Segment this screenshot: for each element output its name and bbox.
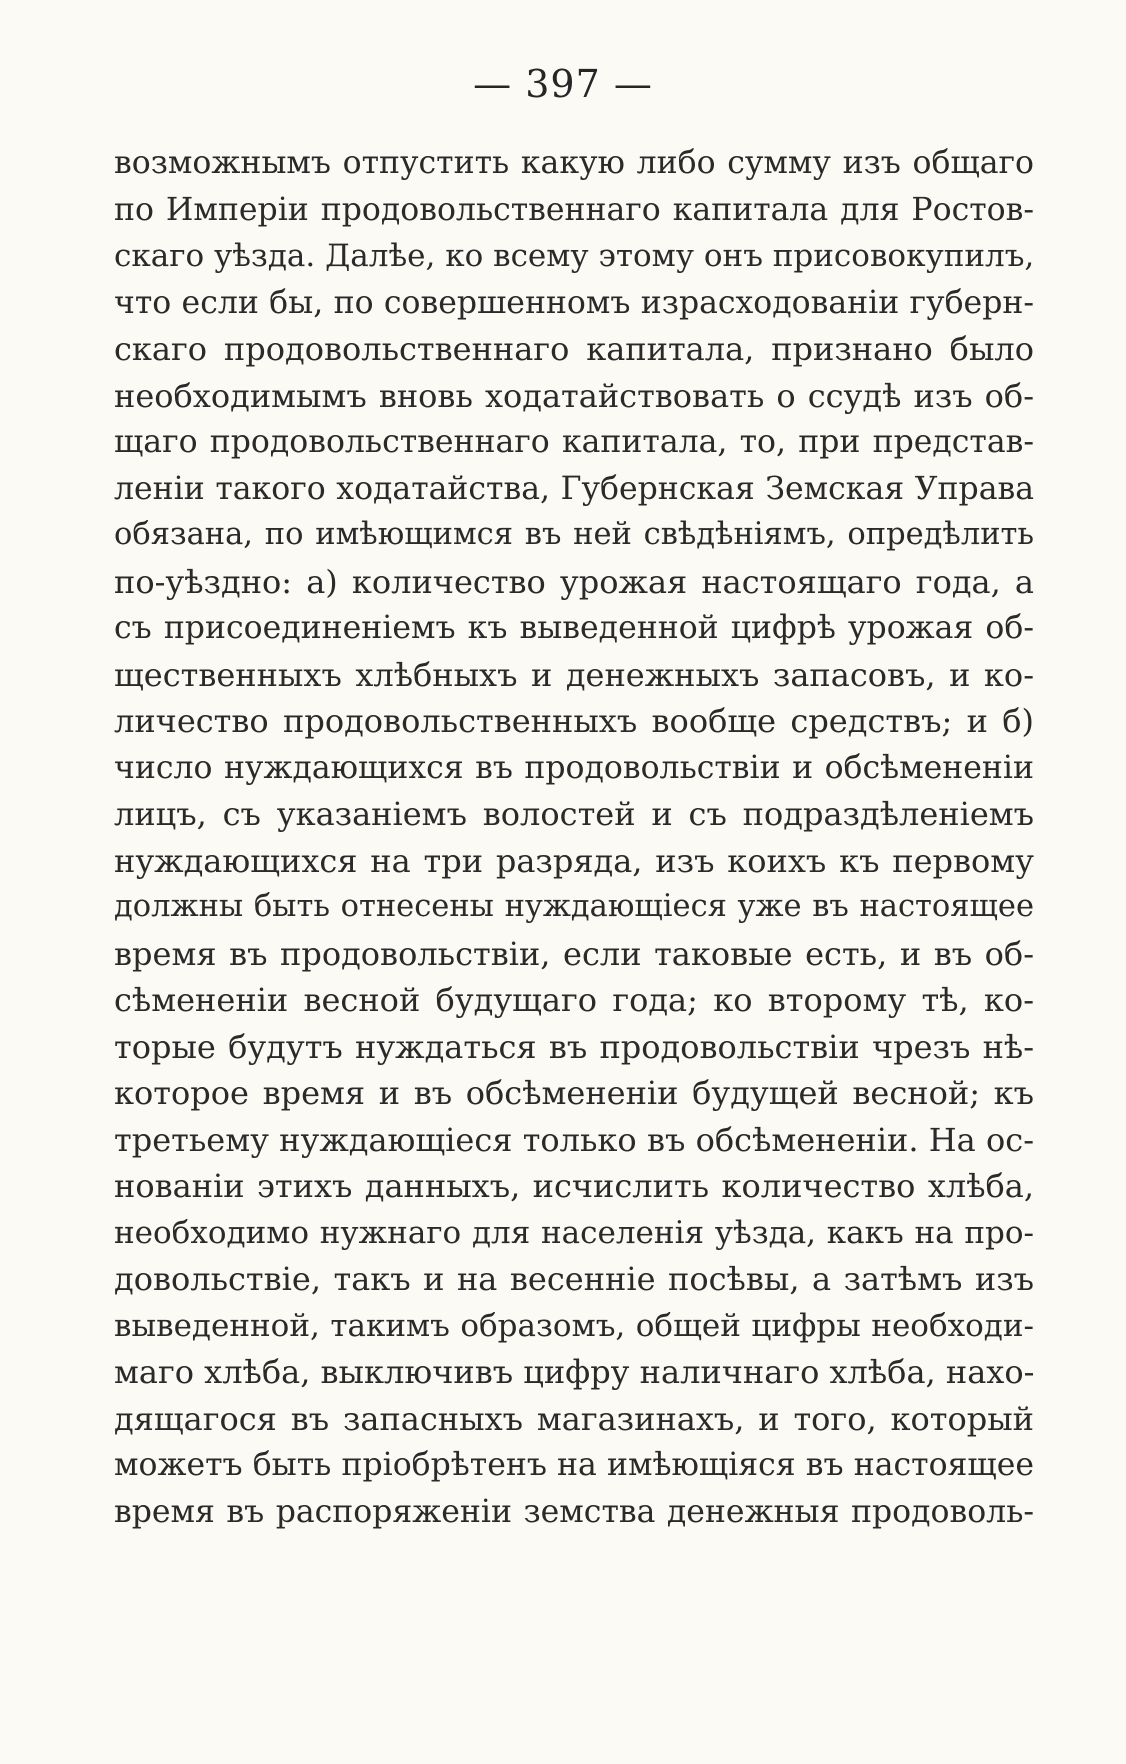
text-line: возможнымъ отпустить какую либо сумму изъ общаго bbox=[114, 145, 1034, 181]
text-line: сѣмененіи весной будущаго года; ко второму тѣ, ко- bbox=[114, 981, 1034, 1019]
text-line: довольствіе, такъ и на весенніе посѣвы, а затѣмъ изъ bbox=[114, 1260, 1034, 1298]
text-line: время въ распоряженіи земства денежныя продоволь- bbox=[114, 1493, 1034, 1530]
text-line: по Имперіи продовольственнаго капитала для Ростов- bbox=[114, 191, 1034, 228]
text-line: третьему нуждающіеся только въ обсѣмененіи. На ос- bbox=[114, 1120, 1034, 1159]
text-line: должны быть отнесены нуждающіеся уже въ настоящее bbox=[114, 889, 1034, 924]
text-line: торые будутъ нуждаться въ продовольствіи чрезъ нѣ- bbox=[114, 1027, 1034, 1066]
page-number: — 397 — bbox=[473, 62, 653, 106]
text-line: выведенной, такимъ образомъ, общей цифры необходи- bbox=[114, 1307, 1034, 1344]
text-line: нованіи этихъ данныхъ, исчислить количество хлѣба, bbox=[114, 1167, 1034, 1205]
text-line: что если бы, по совершенномъ израсходованіи губерн- bbox=[114, 284, 1034, 321]
text-line: дящагося въ запасныхъ магазинахъ, и того, который bbox=[114, 1399, 1034, 1438]
body-text bbox=[114, 140, 1034, 1535]
text-line: время въ продовольствіи, если таковые есть, и въ об- bbox=[114, 934, 1034, 973]
text-line: обязана, по имѣющимся въ ней свѣдѣніямъ, опредѣлить bbox=[114, 517, 1034, 552]
text-line: скаго уѣзда. Далѣе, ко всему этому онъ присовокупилъ, bbox=[114, 238, 1034, 274]
text-line: съ присоединеніемъ къ выведенной цифрѣ урожая об- bbox=[114, 610, 1034, 646]
text-line: маго хлѣба, выключивъ цифру наличнаго хлѣба, нахо- bbox=[114, 1353, 1034, 1391]
text-line: лицъ, съ указаніемъ волостей и съ подраздѣленіемъ bbox=[114, 795, 1034, 833]
text-line: необходимымъ вновь ходатайствовать о ссудѣ изъ об- bbox=[114, 376, 1034, 415]
text-line: нуждающихся на три разряда, изъ коихъ къ первому bbox=[114, 841, 1034, 880]
text-line: скаго продовольственнаго капитала, признано было bbox=[114, 330, 1034, 368]
text-line: щаго продовольственнаго капитала, то, при представ- bbox=[114, 424, 1034, 460]
text-line: которое время и въ обсѣмененіи будущей весной; къ bbox=[114, 1074, 1034, 1112]
text-line: щественныхъ хлѣбныхъ и денежныхъ запасовъ, и ко- bbox=[114, 655, 1034, 694]
text-line: необходимо нужнаго для населенія уѣзда, какъ на про- bbox=[114, 1214, 1034, 1251]
text-line: можетъ быть пріобрѣтенъ на имѣющіяся въ настоящее bbox=[114, 1447, 1034, 1483]
text-line: личество продовольственныхъ вообще средствъ; и б) bbox=[114, 702, 1034, 740]
text-line: леніи такого ходатайства, Губернская Земская Управа bbox=[114, 470, 1034, 507]
text-line: число нуждающихся въ продовольствіи и обсѣмененіи bbox=[114, 749, 1034, 786]
text-line: по-уѣздно: а) количество урожая настоящаго года, а bbox=[114, 562, 1034, 601]
